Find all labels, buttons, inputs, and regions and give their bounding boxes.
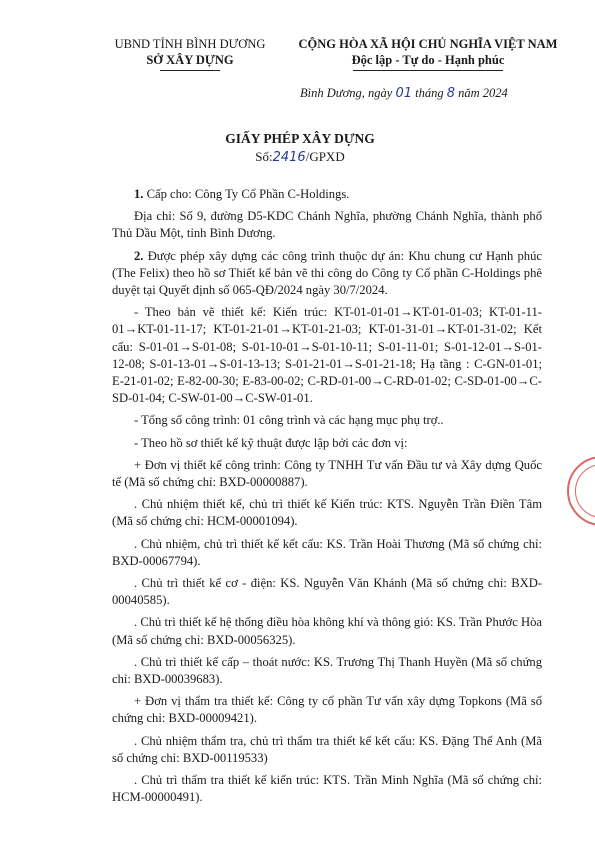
- section-2-text: Được phép xây dựng các công trình thuộc dự án: Khu chung cư Hạnh phúc (The Felix) theo hồ sơ Thiết kế bản vẽ thi công do Công ty Cổ phần C-Holdings phê duyệt tại Quyết định số 065-QĐ/2024 ngày 30/7/2024.: [112, 248, 542, 298]
- authority-department: SỞ XÂY DỰNG: [146, 53, 234, 67]
- number-prefix: Số:: [255, 149, 273, 164]
- number-suffix: /GPXD: [305, 149, 345, 164]
- document-body: [112, 186, 542, 812]
- hvac-lead-paragraph: . Chủ trì thiết kế hệ thống điều hòa không khí và thông gió: KS. Trần Phước Hòa (Mã số chứng chỉ: BXD-00056325).: [112, 615, 542, 647]
- number-value: 2416: [272, 150, 306, 165]
- review-struct-paragraph: . Chủ nhiệm thẩm tra, chủ trì thẩm tra thiết kế kết cấu: KS. Đặng Thế Anh (Mã số chứng chỉ: BXD-00119533): [112, 733, 542, 765]
- date-month-label: tháng: [415, 86, 444, 100]
- mep-lead-paragraph: . Chủ trì thiết kế cơ - điện: KS. Nguyễn Văn Khánh (Mã số chứng chỉ: BXD-00040585).: [112, 576, 542, 608]
- section-2-number: 2.: [134, 248, 144, 263]
- date-day: 01: [395, 86, 412, 101]
- address-paragraph: Địa chỉ: Số 9, đường D5-KDC Chánh Nghĩa, phường Chánh Nghĩa, thành phố Thủ Dầu Một, tỉnh Bình Dương.: [112, 209, 542, 241]
- arch-lead-paragraph: . Chủ nhiệm thiết kế, chủ trì thiết kế Kiến trúc: KTS. Nguyễn Trần Điền Tâm (Mã số chứng chỉ: HCM-00001094).: [112, 497, 542, 529]
- document-title: GIẤY PHÉP XÂY DỰNG: [225, 131, 375, 146]
- red-seal-stamp: [567, 456, 595, 526]
- review-unit-paragraph: + Đơn vị thẩm tra thiết kế: Công ty cổ phần Tư vấn xây dựng Topkons (Mã số chứng chỉ: BXD-00009421).: [112, 694, 542, 726]
- struct-lead-paragraph: . Chủ nhiệm, chủ trì thiết kế kết cấu: KS. Trần Hoài Thương (Mã số chứng chỉ: BXD-00067794).: [112, 536, 542, 568]
- national-motto: [282, 36, 574, 71]
- issuing-authority: [100, 36, 280, 71]
- design-unit-paragraph: + Đơn vị thiết kế công trình: Công ty TNHH Tư vấn Đầu tư và Xây dựng Quốc tế (Mã số chứng chỉ: BXD-00000887).: [112, 457, 542, 490]
- review-arch-paragraph: . Chủ trì thẩm tra thiết kế kiến trúc: KTS. Trần Minh Nghĩa (Mã số chứng chỉ: HCM-00000491).: [112, 773, 542, 805]
- motto-underline: [353, 70, 503, 71]
- document-number: [120, 149, 480, 165]
- country-name: CỘNG HÒA XÃ HỘI CHỦ NGHĨA VIỆT NAM: [298, 37, 558, 51]
- section-1-text: Cấp cho: Công Ty Cổ Phần C-Holdings.: [143, 187, 350, 201]
- date-line: [300, 86, 560, 101]
- section-2: [112, 248, 542, 300]
- drawings-paragraph: - Theo bản vẽ thiết kế: Kiến trúc: KT-01-01-01→KT-01-01-03; KT-01-11-01→KT-01-11-17; KT-01-21-01→KT-01-21-03; KT-01-31-01→KT-01-31-02; Kết cấu: S-01-01→S-01-08; S-01-10-01→S-01-10-11; S-01-11-01; S-01-12-01→S-01-12-08; S-01-13-01→S-01-13-13; S-01-21-01→S-01-21-18; Hạ tầng : C-GN-01-01; E-21-01-02; E-82-00-30; E-83-00-02; C-RD-01-00→C-RD-01-02; C-SD-01-00→C-SD-01-04; C-SW-01-00→C-SW-01-01.: [112, 305, 542, 406]
- made-by-paragraph: - Theo hồ sơ thiết kế kỹ thuật được lập bởi các đơn vị:: [134, 435, 408, 450]
- date-year: năm 2024: [458, 86, 508, 100]
- authority-underline: [160, 70, 220, 71]
- authority-province: UBND TỈNH BÌNH DƯƠNG: [114, 37, 266, 51]
- section-1-number: 1.: [134, 187, 144, 201]
- total-paragraph: - Tổng số công trình: 01 công trình và các hạng mục phụ trợ..: [134, 413, 444, 428]
- water-lead-paragraph: . Chủ trì thiết kế cấp – thoát nước: KS. Trương Thị Thanh Huyền (Mã số chứng chỉ: BXD-00039683).: [112, 654, 542, 687]
- motto: Độc lập - Tự do - Hạnh phúc: [351, 53, 505, 67]
- date-prefix: Bình Dương, ngày: [300, 86, 393, 100]
- seal-inner-ring: [575, 464, 595, 518]
- date-month: 8: [446, 86, 455, 101]
- section-1: [112, 186, 542, 203]
